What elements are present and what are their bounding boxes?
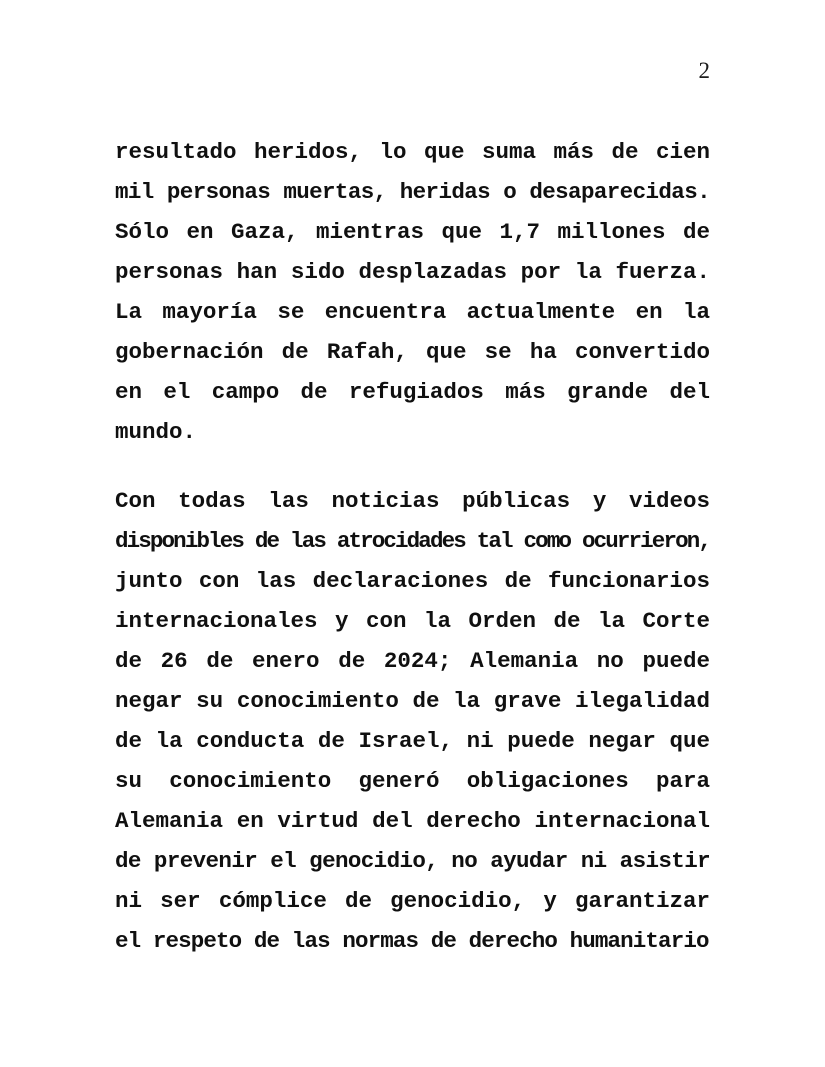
text-line: junto con las declaraciones de funcionarios — [115, 568, 710, 594]
text-line: mil personas muertas, heridas o desaparecidas. — [115, 179, 710, 205]
paragraph — [115, 481, 710, 961]
text-line: mundo. — [115, 419, 197, 445]
text-line: de 26 de enero de 2024; Alemania no puede — [115, 648, 710, 674]
text-line: negar su conocimiento de la grave ilegalidad — [115, 688, 710, 714]
text-line: de prevenir el genocidio, no ayudar ni asistir — [115, 848, 710, 874]
text-line: personas han sido desplazadas por la fuerza. — [115, 259, 710, 285]
text-line: La mayoría se encuentra actualmente en la — [115, 299, 710, 325]
text-line: disponibles de las atrocidades tal como ocurrieron, — [115, 528, 710, 554]
text-line: Con todas las noticias públicas y videos — [115, 488, 710, 514]
text-line: internacionales y con la Orden de la Corte — [115, 608, 710, 634]
paragraph — [115, 132, 710, 452]
text-line: ni ser cómplice de genocidio, y garantizar — [115, 888, 710, 914]
text-line: gobernación de Rafah, que se ha convertido — [115, 339, 710, 365]
text-line: Sólo en Gaza, mientras que 1,7 millones de — [115, 219, 710, 245]
text-line: en el campo de refugiados más grande del — [115, 379, 710, 405]
text-line: su conocimiento generó obligaciones para — [115, 768, 710, 794]
text-line: de la conducta de Israel, ni puede negar que — [115, 728, 710, 754]
text-block — [115, 132, 710, 961]
text-line: Alemania en virtud del derecho internacional — [115, 808, 710, 834]
page-number: 2 — [698, 58, 710, 83]
text-line: el respeto de las normas de derecho humanitario — [115, 928, 709, 954]
text-line: resultado heridos, lo que suma más de cien — [115, 139, 710, 165]
